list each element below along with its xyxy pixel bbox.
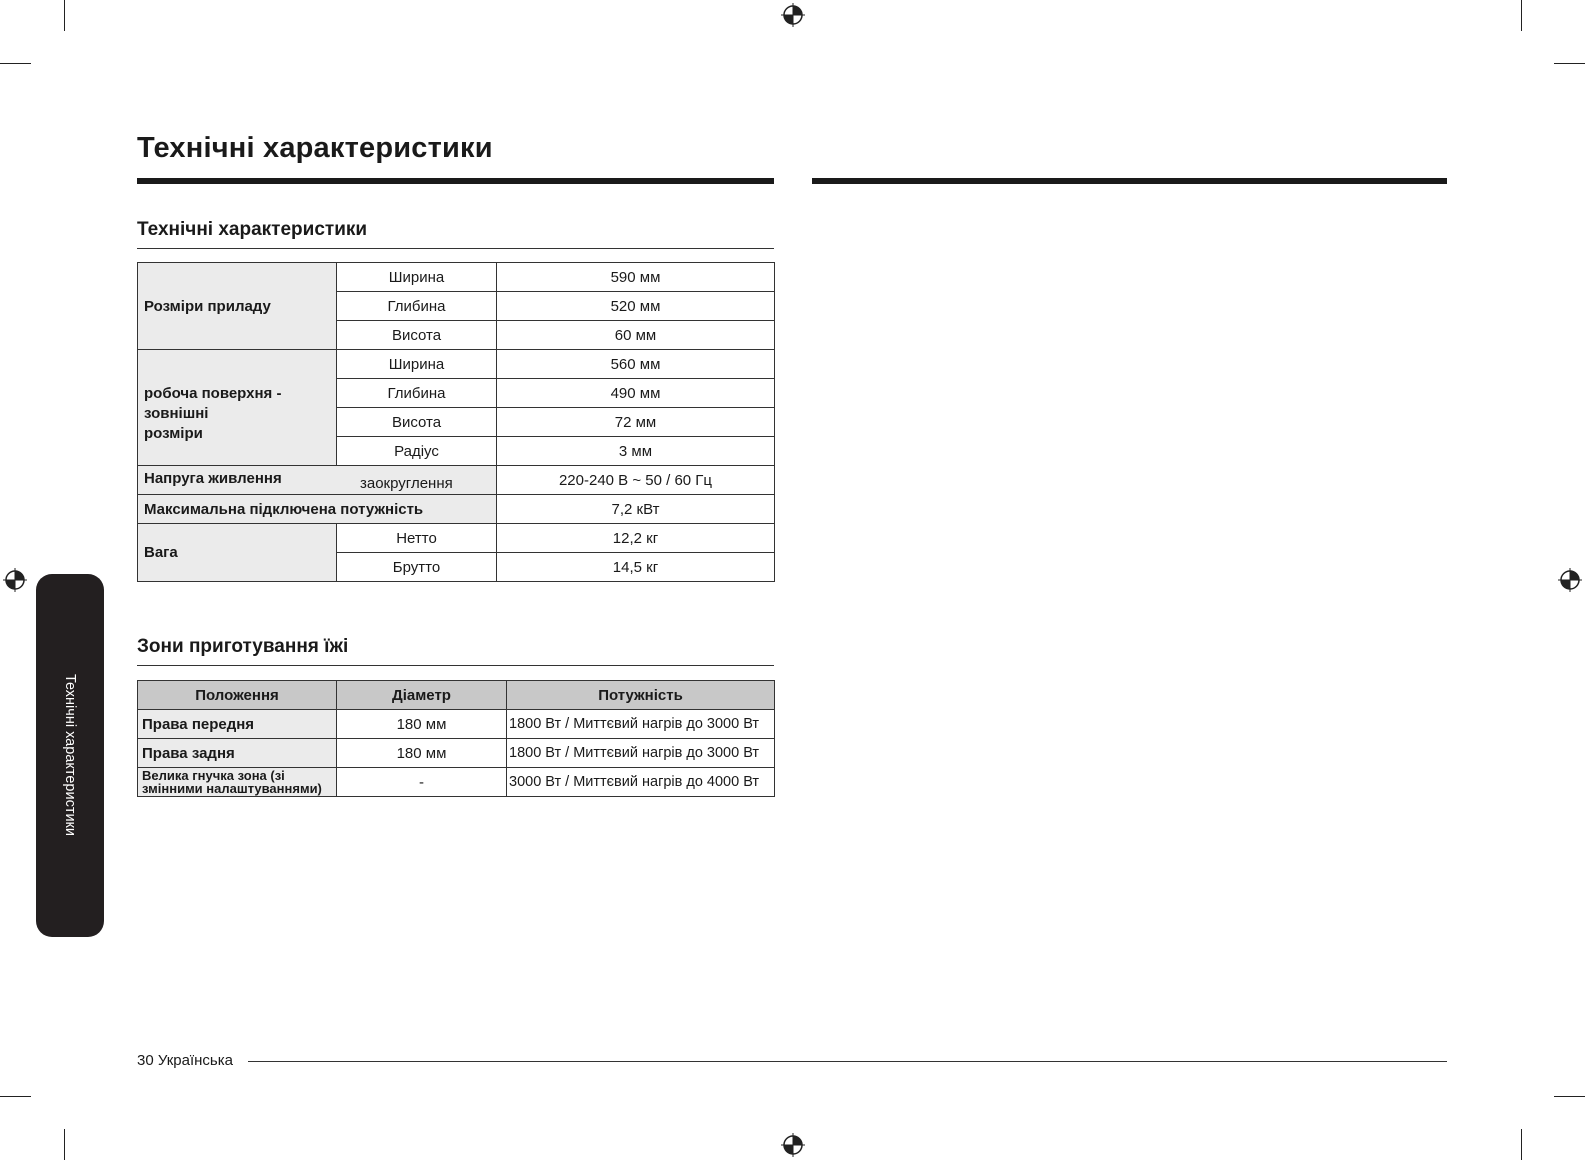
footer xyxy=(137,1052,233,1069)
zone-position-line: змінними налаштуваннями) xyxy=(142,781,322,796)
zone-position: Права передня xyxy=(138,710,337,739)
zone-power: 1800 Вт / Миттєвий нагрів до 3000 Вт xyxy=(507,739,775,768)
table-row xyxy=(138,466,775,495)
crop-mark xyxy=(1521,1129,1522,1160)
worktop-label-line: робоча поверхня - xyxy=(144,384,282,402)
max-power-label: Максимальна підключена потужність xyxy=(138,495,497,524)
worktop-name: Радіус xyxy=(337,437,497,466)
voltage-label xyxy=(138,466,497,495)
weight-label: Вага xyxy=(138,524,337,582)
worktop-label xyxy=(138,350,337,466)
specs-section-title: Технічні характеристики xyxy=(137,219,368,240)
footer-language: Українська xyxy=(157,1052,233,1069)
title-rule-right xyxy=(812,178,1447,184)
zones-table xyxy=(137,680,775,797)
registration-mark-icon xyxy=(3,568,27,592)
weight-name: Брутто xyxy=(337,553,497,582)
table-header-row xyxy=(138,681,775,710)
max-power-value: 7,2 кВт xyxy=(497,495,775,524)
zone-position xyxy=(138,768,337,797)
voltage-label-text: Напруга живлення xyxy=(144,469,282,487)
header-power: Потужність xyxy=(507,681,775,710)
worktop-name: Глибина xyxy=(337,379,497,408)
dimension-value: 590 мм xyxy=(497,263,775,292)
registration-mark-icon xyxy=(781,3,805,27)
registration-mark-icon xyxy=(781,1133,805,1157)
crop-mark xyxy=(1554,1096,1585,1097)
page-number: 30 xyxy=(137,1052,154,1069)
dimension-name: Висота xyxy=(337,321,497,350)
crop-mark xyxy=(1554,63,1585,64)
table-row xyxy=(138,739,775,768)
specs-section-rule xyxy=(137,248,774,249)
specs-table xyxy=(137,262,775,582)
table-row xyxy=(138,350,775,379)
crop-mark xyxy=(0,1096,31,1097)
crop-mark xyxy=(64,0,65,31)
registration-mark-icon xyxy=(1558,568,1582,592)
table-row xyxy=(138,710,775,739)
worktop-label-line: розміри xyxy=(144,424,203,442)
worktop-value: 72 мм xyxy=(497,408,775,437)
worktop-value: 3 мм xyxy=(497,437,775,466)
table-row xyxy=(138,524,775,553)
dimension-value: 520 мм xyxy=(497,292,775,321)
table-row xyxy=(138,768,775,797)
zone-power: 1800 Вт / Миттєвий нагрів до 3000 Вт xyxy=(507,710,775,739)
worktop-name: Ширина xyxy=(337,350,497,379)
crop-mark xyxy=(1521,0,1522,31)
weight-name: Нетто xyxy=(337,524,497,553)
voltage-value: 220-240 В ~ 50 / 60 Гц xyxy=(497,466,775,495)
footer-rule xyxy=(248,1061,1447,1062)
crop-mark xyxy=(64,1129,65,1160)
zone-position: Права задня xyxy=(138,739,337,768)
zone-power: 3000 Вт / Миттєвий нагрів до 4000 Вт xyxy=(507,768,775,797)
table-row xyxy=(138,495,775,524)
worktop-value: 560 мм xyxy=(497,350,775,379)
zone-position-line: Велика гнучка зона (зі xyxy=(142,768,285,783)
zone-diameter: 180 мм xyxy=(337,710,507,739)
crop-mark xyxy=(0,63,31,64)
dimension-name: Глибина xyxy=(337,292,497,321)
page-title: Технічні характеристики xyxy=(137,132,493,164)
dimensions-label: Розміри приладу xyxy=(138,263,337,350)
zone-diameter: 180 мм xyxy=(337,739,507,768)
dimension-name: Ширина xyxy=(337,263,497,292)
zones-section-title: Зони приготування їжі xyxy=(137,636,349,657)
worktop-name: Висота xyxy=(337,408,497,437)
side-chapter-tab-label: Технічні характеристики xyxy=(62,673,78,837)
dimension-value: 60 мм xyxy=(497,321,775,350)
worktop-value: 490 мм xyxy=(497,379,775,408)
worktop-overflow-word: заокруглення xyxy=(360,475,453,492)
zone-diameter: - xyxy=(337,768,507,797)
zones-section-rule xyxy=(137,665,774,666)
header-diameter: Діаметр xyxy=(337,681,507,710)
weight-value: 14,5 кг xyxy=(497,553,775,582)
weight-value: 12,2 кг xyxy=(497,524,775,553)
worktop-label-line: зовнішні xyxy=(144,404,209,422)
header-position: Положення xyxy=(138,681,337,710)
table-row xyxy=(138,263,775,292)
title-rule-left xyxy=(137,178,774,184)
